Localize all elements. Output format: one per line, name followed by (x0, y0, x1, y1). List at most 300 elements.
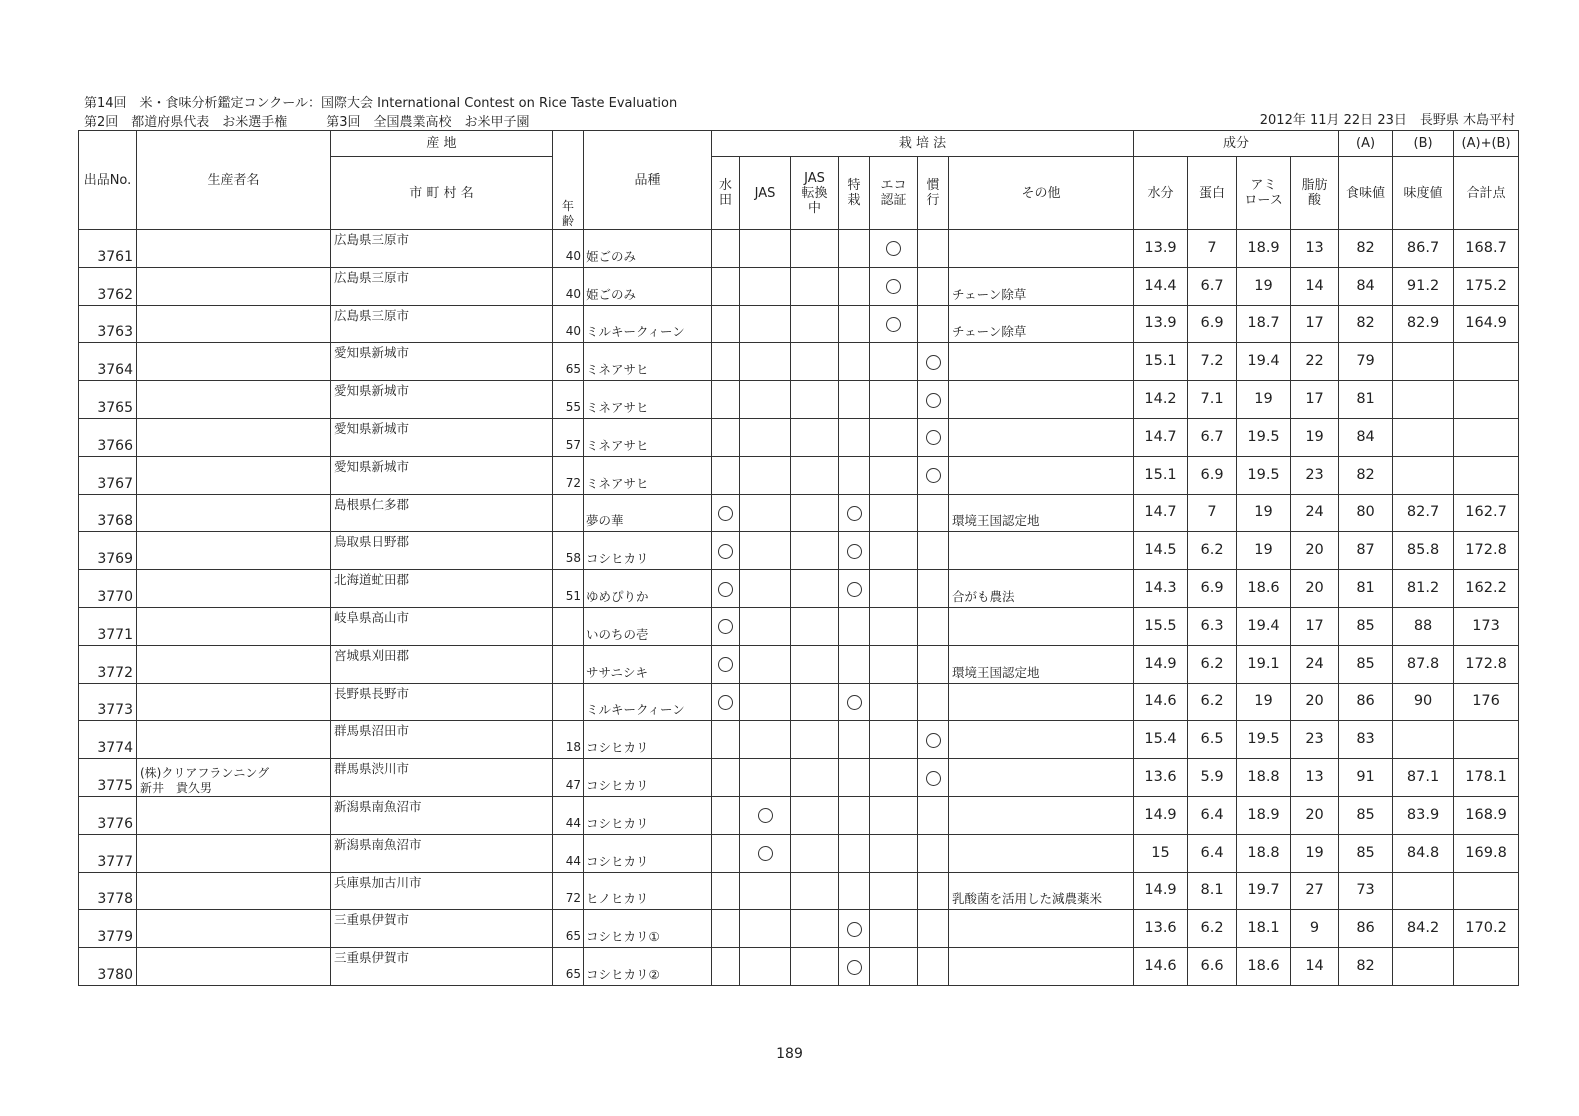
other-cell (949, 948, 1134, 986)
flavor-value-cell (1393, 381, 1454, 419)
total-cell: 172.8 (1454, 645, 1519, 683)
total-cell: 168.9 (1454, 796, 1519, 834)
mark-cell-jas (740, 305, 791, 343)
header-conventional: 慣 行 (918, 157, 949, 230)
protein-cell: 7.1 (1188, 381, 1237, 419)
contest-subtitle: 第2回 都道府県代表 お米選手権 第3回 全国農業高校 お米甲子園 (84, 115, 530, 130)
circle-mark-icon (926, 468, 941, 483)
mark-cell-jas (740, 948, 791, 986)
circle-mark-icon (847, 544, 862, 559)
municipality-cell: 三重県伊賀市 (331, 948, 553, 986)
mark-cell-jas (740, 645, 791, 683)
fatty-acid-cell: 13 (1291, 759, 1339, 797)
mark-cell-special (839, 607, 870, 645)
taste-value-cell: 85 (1339, 607, 1393, 645)
header-total: 合計点 (1454, 157, 1519, 230)
header-age: 年 齢 (553, 131, 584, 230)
mark-cell-jas-transition (791, 456, 839, 494)
age-cell: 55 (553, 381, 584, 419)
variety-cell: ミルキークィーン (584, 683, 712, 721)
mark-cell-special (839, 305, 870, 343)
mark-cell-jas-transition (791, 645, 839, 683)
flavor-value-cell (1393, 418, 1454, 456)
mark-cell-eco (870, 456, 918, 494)
table-row (79, 872, 1519, 910)
municipality-cell: 愛知県新城市 (331, 343, 553, 381)
mark-cell-paddy (712, 834, 740, 872)
entry-number-cell: 3767 (79, 456, 137, 494)
amylose-cell: 19 (1237, 683, 1291, 721)
amylose-cell: 18.6 (1237, 948, 1291, 986)
amylose-cell: 18.1 (1237, 910, 1291, 948)
protein-cell: 6.7 (1188, 418, 1237, 456)
taste-value-cell: 85 (1339, 796, 1393, 834)
amylose-cell: 19.5 (1237, 456, 1291, 494)
mark-cell-paddy (712, 948, 740, 986)
header-other: その他 (949, 157, 1134, 230)
producer-cell (137, 570, 331, 608)
producer-cell (137, 910, 331, 948)
entry-number-cell: 3776 (79, 796, 137, 834)
table-row (79, 948, 1519, 986)
moisture-cell: 14.6 (1134, 948, 1188, 986)
mark-cell-special (839, 645, 870, 683)
circle-mark-icon (847, 695, 862, 710)
mark-cell-special (839, 456, 870, 494)
protein-cell: 8.1 (1188, 872, 1237, 910)
mark-cell-jas (740, 230, 791, 268)
table-row (79, 456, 1519, 494)
table-row (79, 532, 1519, 570)
circle-mark-icon (718, 506, 733, 521)
protein-cell: 6.6 (1188, 948, 1237, 986)
mark-cell-eco (870, 834, 918, 872)
protein-cell: 6.4 (1188, 796, 1237, 834)
flavor-value-cell (1393, 456, 1454, 494)
mark-cell-special (839, 532, 870, 570)
taste-value-cell: 83 (1339, 721, 1393, 759)
variety-cell: ミネアサヒ (584, 381, 712, 419)
fatty-acid-cell: 19 (1291, 418, 1339, 456)
header-a: (A) (1339, 131, 1393, 157)
producer-cell (137, 532, 331, 570)
flavor-value-cell: 84.8 (1393, 834, 1454, 872)
municipality-cell: 島根県仁多郡 (331, 494, 553, 532)
total-cell: 173 (1454, 607, 1519, 645)
mark-cell-special (839, 570, 870, 608)
circle-mark-icon (926, 430, 941, 445)
age-cell: 58 (553, 532, 584, 570)
mark-cell-jas (740, 910, 791, 948)
amylose-cell: 18.9 (1237, 230, 1291, 268)
moisture-cell: 13.9 (1134, 305, 1188, 343)
table-row (79, 607, 1519, 645)
producer-cell: (株)クリアフランニング 新井 貴久男 (137, 759, 331, 797)
mark-cell-eco (870, 343, 918, 381)
entry-number-cell: 3772 (79, 645, 137, 683)
municipality-cell: 広島県三原市 (331, 305, 553, 343)
taste-value-cell: 81 (1339, 570, 1393, 608)
mark-cell-paddy (712, 343, 740, 381)
producer-cell (137, 796, 331, 834)
fatty-acid-cell: 27 (1291, 872, 1339, 910)
fatty-acid-cell: 9 (1291, 910, 1339, 948)
amylose-cell: 19.5 (1237, 721, 1291, 759)
age-cell: 47 (553, 759, 584, 797)
total-cell (1454, 418, 1519, 456)
fatty-acid-cell: 14 (1291, 267, 1339, 305)
entry-number-cell: 3761 (79, 230, 137, 268)
moisture-cell: 14.6 (1134, 683, 1188, 721)
flavor-value-cell: 81.2 (1393, 570, 1454, 608)
mark-cell-special (839, 494, 870, 532)
amylose-cell: 19 (1237, 381, 1291, 419)
entry-number-cell: 3774 (79, 721, 137, 759)
producer-cell (137, 721, 331, 759)
amylose-cell: 18.7 (1237, 305, 1291, 343)
mark-cell-conventional (918, 645, 949, 683)
age-cell: 40 (553, 230, 584, 268)
flavor-value-cell: 87.1 (1393, 759, 1454, 797)
other-cell: チェーン除草 (949, 267, 1134, 305)
mark-cell-jas (740, 721, 791, 759)
circle-mark-icon (847, 506, 862, 521)
municipality-cell: 兵庫県加古川市 (331, 872, 553, 910)
municipality-cell: 長野県長野市 (331, 683, 553, 721)
flavor-value-cell: 88 (1393, 607, 1454, 645)
flavor-value-cell: 82.9 (1393, 305, 1454, 343)
age-cell: 44 (553, 796, 584, 834)
protein-cell: 6.2 (1188, 645, 1237, 683)
flavor-value-cell: 87.8 (1393, 645, 1454, 683)
mark-cell-jas (740, 683, 791, 721)
mark-cell-jas-transition (791, 532, 839, 570)
fatty-acid-cell: 24 (1291, 494, 1339, 532)
mark-cell-eco (870, 948, 918, 986)
taste-value-cell: 91 (1339, 759, 1393, 797)
mark-cell-paddy (712, 721, 740, 759)
variety-cell: ササニシキ (584, 645, 712, 683)
entry-number-cell: 3779 (79, 910, 137, 948)
protein-cell: 7 (1188, 230, 1237, 268)
entry-number-cell: 3762 (79, 267, 137, 305)
mark-cell-special (839, 381, 870, 419)
total-cell: 162.2 (1454, 570, 1519, 608)
age-cell: 57 (553, 418, 584, 456)
total-cell: 169.8 (1454, 834, 1519, 872)
amylose-cell: 19 (1237, 267, 1291, 305)
mark-cell-conventional (918, 267, 949, 305)
mark-cell-special (839, 759, 870, 797)
variety-cell: ゆめぴりか (584, 570, 712, 608)
mark-cell-eco (870, 645, 918, 683)
mark-cell-eco (870, 418, 918, 456)
fatty-acid-cell: 20 (1291, 796, 1339, 834)
entry-number-cell: 3766 (79, 418, 137, 456)
protein-cell: 6.2 (1188, 683, 1237, 721)
header-jas-transition: JAS 転換 中 (791, 157, 839, 230)
other-cell (949, 834, 1134, 872)
total-cell (1454, 948, 1519, 986)
fatty-acid-cell: 20 (1291, 532, 1339, 570)
fatty-acid-cell: 23 (1291, 721, 1339, 759)
fatty-acid-cell: 19 (1291, 834, 1339, 872)
total-cell (1454, 381, 1519, 419)
producer-cell (137, 834, 331, 872)
mark-cell-special (839, 948, 870, 986)
circle-mark-icon (926, 393, 941, 408)
amylose-cell: 19 (1237, 532, 1291, 570)
mark-cell-jas-transition (791, 759, 839, 797)
mark-cell-paddy (712, 796, 740, 834)
municipality-cell: 新潟県南魚沼市 (331, 796, 553, 834)
entry-number-cell: 3764 (79, 343, 137, 381)
mark-cell-special (839, 872, 870, 910)
amylose-cell: 18.8 (1237, 834, 1291, 872)
mark-cell-conventional (918, 381, 949, 419)
mark-cell-paddy (712, 381, 740, 419)
total-cell: 168.7 (1454, 230, 1519, 268)
taste-value-cell: 85 (1339, 834, 1393, 872)
taste-value-cell: 84 (1339, 267, 1393, 305)
mark-cell-eco (870, 494, 918, 532)
producer-cell (137, 230, 331, 268)
protein-cell: 7.2 (1188, 343, 1237, 381)
producer-cell (137, 343, 331, 381)
variety-cell: コシヒカリ② (584, 948, 712, 986)
amylose-cell: 19.7 (1237, 872, 1291, 910)
circle-mark-icon (718, 619, 733, 634)
mark-cell-eco (870, 759, 918, 797)
variety-cell: 夢の華 (584, 494, 712, 532)
header-special: 特 栽 (839, 157, 870, 230)
age-cell: 72 (553, 872, 584, 910)
table-row (79, 683, 1519, 721)
header-cultivation: 栽 培 法 (712, 131, 1134, 157)
producer-cell (137, 267, 331, 305)
header-moisture: 水分 (1134, 157, 1188, 230)
mark-cell-jas-transition (791, 683, 839, 721)
mark-cell-paddy (712, 267, 740, 305)
flavor-value-cell: 82.7 (1393, 494, 1454, 532)
flavor-value-cell: 91.2 (1393, 267, 1454, 305)
other-cell: 合がも農法 (949, 570, 1134, 608)
table-row (79, 230, 1519, 268)
header-taste-value: 食味値 (1339, 157, 1393, 230)
table-row (79, 645, 1519, 683)
flavor-value-cell: 90 (1393, 683, 1454, 721)
mark-cell-conventional (918, 721, 949, 759)
flavor-value-cell: 85.8 (1393, 532, 1454, 570)
circle-mark-icon (886, 279, 901, 294)
header-fatty-acid: 脂肪 酸 (1291, 157, 1339, 230)
entry-number-cell: 3775 (79, 759, 137, 797)
age-cell: 40 (553, 305, 584, 343)
table-row (79, 910, 1519, 948)
mark-cell-conventional (918, 872, 949, 910)
age-cell: 65 (553, 343, 584, 381)
circle-mark-icon (926, 355, 941, 370)
contest-title: 第14回 米・食味分析鑑定コンクール：国際大会 International Contest on Rice Taste Evaluation (84, 96, 678, 111)
mark-cell-conventional (918, 607, 949, 645)
other-cell (949, 418, 1134, 456)
circle-mark-icon (926, 771, 941, 786)
taste-value-cell: 80 (1339, 494, 1393, 532)
variety-cell: ミルキークィーン (584, 305, 712, 343)
mark-cell-special (839, 834, 870, 872)
protein-cell: 6.9 (1188, 456, 1237, 494)
amylose-cell: 18.9 (1237, 796, 1291, 834)
variety-cell: ミネアサヒ (584, 343, 712, 381)
mark-cell-paddy (712, 607, 740, 645)
taste-value-cell: 84 (1339, 418, 1393, 456)
entry-number-cell: 3780 (79, 948, 137, 986)
mark-cell-conventional (918, 305, 949, 343)
other-cell (949, 683, 1134, 721)
mark-cell-conventional (918, 570, 949, 608)
mark-cell-conventional (918, 456, 949, 494)
amylose-cell: 18.6 (1237, 570, 1291, 608)
variety-cell: コシヒカリ (584, 834, 712, 872)
other-cell (949, 230, 1134, 268)
other-cell (949, 910, 1134, 948)
mark-cell-eco (870, 305, 918, 343)
variety-cell: ヒノヒカリ (584, 872, 712, 910)
mark-cell-jas (740, 532, 791, 570)
flavor-value-cell (1393, 872, 1454, 910)
mark-cell-jas (740, 418, 791, 456)
mark-cell-eco (870, 532, 918, 570)
mark-cell-eco (870, 721, 918, 759)
table-row (79, 721, 1519, 759)
mark-cell-conventional (918, 494, 949, 532)
header-jas: JAS (740, 157, 791, 230)
header-entry-no: 出品No. (79, 131, 137, 230)
producer-cell (137, 381, 331, 419)
taste-value-cell: 85 (1339, 645, 1393, 683)
mark-cell-special (839, 343, 870, 381)
total-cell: 162.7 (1454, 494, 1519, 532)
other-cell (949, 532, 1134, 570)
mark-cell-paddy (712, 759, 740, 797)
taste-value-cell: 79 (1339, 343, 1393, 381)
results-body (79, 230, 1519, 986)
age-cell: 65 (553, 948, 584, 986)
producer-cell (137, 683, 331, 721)
variety-cell: 姫ごのみ (584, 230, 712, 268)
moisture-cell: 14.9 (1134, 645, 1188, 683)
mark-cell-jas-transition (791, 796, 839, 834)
table-row (79, 834, 1519, 872)
total-cell (1454, 343, 1519, 381)
municipality-cell: 鳥取県日野郡 (331, 532, 553, 570)
age-cell: 44 (553, 834, 584, 872)
variety-cell: ミネアサヒ (584, 418, 712, 456)
age-cell (553, 683, 584, 721)
other-cell (949, 343, 1134, 381)
municipality-cell: 愛知県新城市 (331, 418, 553, 456)
moisture-cell: 15.4 (1134, 721, 1188, 759)
age-cell (553, 645, 584, 683)
municipality-cell: 愛知県新城市 (331, 381, 553, 419)
other-cell: 乳酸菌を活用した減農薬米 (949, 872, 1134, 910)
mark-cell-special (839, 418, 870, 456)
amylose-cell: 19.4 (1237, 607, 1291, 645)
protein-cell: 6.9 (1188, 305, 1237, 343)
amylose-cell: 19.5 (1237, 418, 1291, 456)
circle-mark-icon (926, 733, 941, 748)
fatty-acid-cell: 24 (1291, 645, 1339, 683)
header-origin: 産 地 (331, 131, 553, 157)
mark-cell-special (839, 230, 870, 268)
total-cell: 170.2 (1454, 910, 1519, 948)
mark-cell-paddy (712, 570, 740, 608)
mark-cell-conventional (918, 834, 949, 872)
header-components: 成分 (1134, 131, 1339, 157)
header-protein: 蛋白 (1188, 157, 1237, 230)
other-cell (949, 721, 1134, 759)
taste-value-cell: 82 (1339, 456, 1393, 494)
mark-cell-eco (870, 796, 918, 834)
variety-cell: コシヒカリ (584, 759, 712, 797)
mark-cell-jas (740, 872, 791, 910)
protein-cell: 5.9 (1188, 759, 1237, 797)
moisture-cell: 14.5 (1134, 532, 1188, 570)
protein-cell: 6.4 (1188, 834, 1237, 872)
mark-cell-paddy (712, 683, 740, 721)
amylose-cell: 19.1 (1237, 645, 1291, 683)
header-flavor-value: 味度値 (1393, 157, 1454, 230)
mark-cell-special (839, 683, 870, 721)
mark-cell-special (839, 721, 870, 759)
other-cell: チェーン除草 (949, 305, 1134, 343)
mark-cell-jas-transition (791, 418, 839, 456)
mark-cell-jas-transition (791, 834, 839, 872)
protein-cell: 6.2 (1188, 910, 1237, 948)
mark-cell-special (839, 267, 870, 305)
protein-cell: 6.2 (1188, 532, 1237, 570)
taste-value-cell: 86 (1339, 683, 1393, 721)
flavor-value-cell: 84.2 (1393, 910, 1454, 948)
table-row (79, 267, 1519, 305)
mark-cell-special (839, 910, 870, 948)
table-row (79, 494, 1519, 532)
mark-cell-conventional (918, 796, 949, 834)
circle-mark-icon (847, 960, 862, 975)
mark-cell-jas-transition (791, 872, 839, 910)
fatty-acid-cell: 13 (1291, 230, 1339, 268)
moisture-cell: 14.9 (1134, 796, 1188, 834)
flavor-value-cell (1393, 948, 1454, 986)
mark-cell-jas-transition (791, 721, 839, 759)
results-table (78, 130, 1519, 986)
mark-cell-jas-transition (791, 607, 839, 645)
variety-cell: いのちの壱 (584, 607, 712, 645)
variety-cell: コシヒカリ① (584, 910, 712, 948)
taste-value-cell: 82 (1339, 948, 1393, 986)
fatty-acid-cell: 23 (1291, 456, 1339, 494)
moisture-cell: 13.9 (1134, 230, 1188, 268)
moisture-cell: 14.9 (1134, 872, 1188, 910)
age-cell: 40 (553, 267, 584, 305)
municipality-cell: 群馬県沼田市 (331, 721, 553, 759)
producer-cell (137, 305, 331, 343)
circle-mark-icon (718, 582, 733, 597)
municipality-cell: 岐阜県高山市 (331, 607, 553, 645)
flavor-value-cell (1393, 721, 1454, 759)
municipality-cell: 群馬県渋川市 (331, 759, 553, 797)
other-cell (949, 381, 1134, 419)
